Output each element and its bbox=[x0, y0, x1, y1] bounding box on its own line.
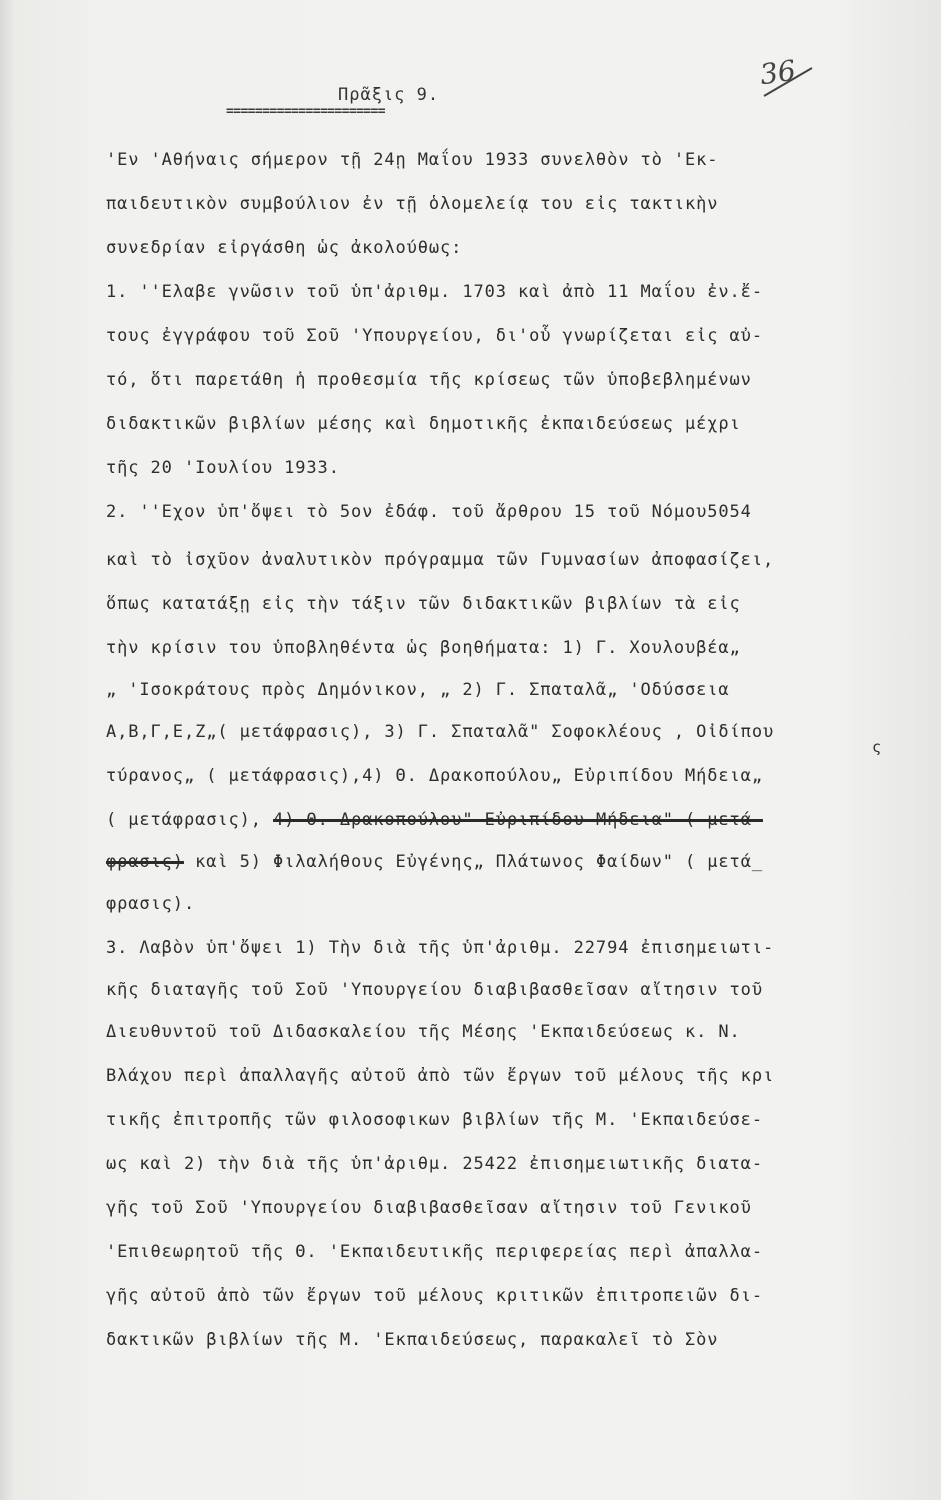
text-segment: καὶ 5) Φιλαλήθους Εὐγένης„ Πλάτωνος Φαίδων" ( μετά_ bbox=[183, 852, 763, 872]
text-line: τὴν κρίσιν του ὑποβληθέντα ὡς βοηθήματα: 1) Γ. Χουλουβέα„ bbox=[106, 638, 741, 658]
text-line: φρασις). bbox=[106, 894, 196, 914]
text-line: 'Εν 'Αθήναις σήμερον τῇ 24ῃ Μαΐου 1933 συνελθὸν τὸ 'Εκ- bbox=[106, 150, 719, 170]
text-line: καὶ τὸ ἰσχῦον ἀναλυτικὸν πρόγραμμα τῶν Γυμνασίων ἀποφασίζει, bbox=[106, 550, 775, 570]
text-line: „ 'Ισοκράτους πρὸς Δημόνικον, „ 2) Γ. Σπαταλᾶ„ 'Οδύσσεια bbox=[106, 680, 730, 700]
text-line: τικῆς ἐπιτροπῆς τῶν φιλοσοφικων βιβλίων τῆς Μ. 'Εκπαιδεύσε- bbox=[106, 1110, 763, 1130]
margin-correction: ς bbox=[872, 738, 882, 756]
folio-number: 36 bbox=[757, 53, 798, 92]
text-line: ως καὶ 2) τὴν διὰ τῆς ὑπ'ἀριθμ. 25422 ἐπισημειωτικῆς διατα- bbox=[106, 1154, 763, 1174]
text-line: κῆς διαταγῆς τοῦ Σοῦ 'Υπουργείου διαβιβασθεῖσαν αἴτησιν τοῦ bbox=[106, 980, 763, 1000]
text-line: γῆς αὐτοῦ ἀπὸ τῶν ἔργων τοῦ μέλους κριτικῶν ἐπιτροπειῶν δι- bbox=[106, 1286, 763, 1306]
text-line: δακτικῶν βιβλίων τῆς Μ. 'Εκπαιδεύσεως, παρακαλεῖ τὸ Σὸν bbox=[106, 1330, 719, 1350]
title-underline: ====================== bbox=[226, 104, 385, 119]
text-line: τύρανος„ ( μετάφρασις),4) Θ. Δρακοπούλου„ Εὐριπίδου Μήδεια„ bbox=[106, 766, 763, 786]
text-line: 'Επιθεωρητοῦ τῆς Θ. 'Εκπαιδευτικῆς περιφερείας περὶ ἀπαλλα- bbox=[106, 1242, 763, 1262]
document-title: Πρᾶξις 9. bbox=[338, 85, 440, 105]
struck-text: 4) Θ. Δρακοπούλου" Εὐριπίδου Μήδεια" ( μετά- bbox=[273, 810, 763, 830]
text-line-with-strikethrough bbox=[106, 852, 763, 872]
text-line: 3. Λαβὸν ὑπ'ὄψει 1) Τὴν διὰ τῆς ὑπ'ἀριθμ. 22794 ἐπισημειωτι- bbox=[106, 938, 775, 958]
text-line-with-strikethrough bbox=[106, 810, 763, 830]
text-line: 1. ''Ελαβε γνῶσιν τοῦ ὑπ'ἀριθμ. 1703 καὶ ἀπὸ 11 Μαΐου ἐν.ἔ- bbox=[106, 282, 763, 302]
text-line: 2. ''Εχον ὑπ'ὄψει τὸ 5ον ἐδάφ. τοῦ ἄρθρου 15 τοῦ Νόμου5054 bbox=[106, 502, 752, 522]
text-line: Α,Β,Γ,Ε,Ζ„( μετάφρασις), 3) Γ. Σπαταλᾶ" Σοφοκλέους , Οἰδίπου bbox=[106, 722, 775, 742]
struck-text: φρασις) bbox=[106, 852, 184, 872]
text-line: τους ἐγγράφου τοῦ Σοῦ 'Υπουργείου, δι'οὗ γνωρίζεται εἰς αὐ- bbox=[106, 326, 763, 346]
text-line: διδακτικῶν βιβλίων μέσης καὶ δημοτικῆς ἐκπαιδεύσεως μέχρι bbox=[106, 414, 741, 434]
text-segment: ( μετάφρασις), bbox=[106, 810, 274, 830]
text-line: τῆς 20 'Ιουλίου 1933. bbox=[106, 458, 340, 478]
text-line: ὅπως κατατάξῃ εἰς τὴν τάξιν τῶν διδακτικῶν βιβλίων τὰ εἰς bbox=[106, 594, 741, 614]
text-line: Βλάχου περὶ ἀπαλλαγῆς αὐτοῦ ἀπὸ τῶν ἔργων τοῦ μέλους τῆς κρι bbox=[106, 1066, 775, 1086]
text-line: Διευθυντοῦ τοῦ Διδασκαλείου τῆς Μέσης 'Εκπαιδεύσεως κ. Ν. bbox=[106, 1022, 741, 1042]
text-line: συνεδρίαν εἰργάσθη ὡς ἀκολούθως: bbox=[106, 238, 463, 258]
text-line: παιδευτικὸν συμβούλιον ἐν τῇ ὁλομελείᾳ του εἰς τακτικὴν bbox=[106, 194, 719, 214]
text-line: τό, ὅτι παρετάθη ἡ προθεσμία τῆς κρίσεως τῶν ὑποβεβλημένων bbox=[106, 370, 752, 390]
text-line: γῆς τοῦ Σοῦ 'Υπουργείου διαβιβασθεῖσαν αἴτησιν τοῦ Γενικοῦ bbox=[106, 1198, 752, 1218]
folio-stroke-icon bbox=[758, 62, 818, 102]
